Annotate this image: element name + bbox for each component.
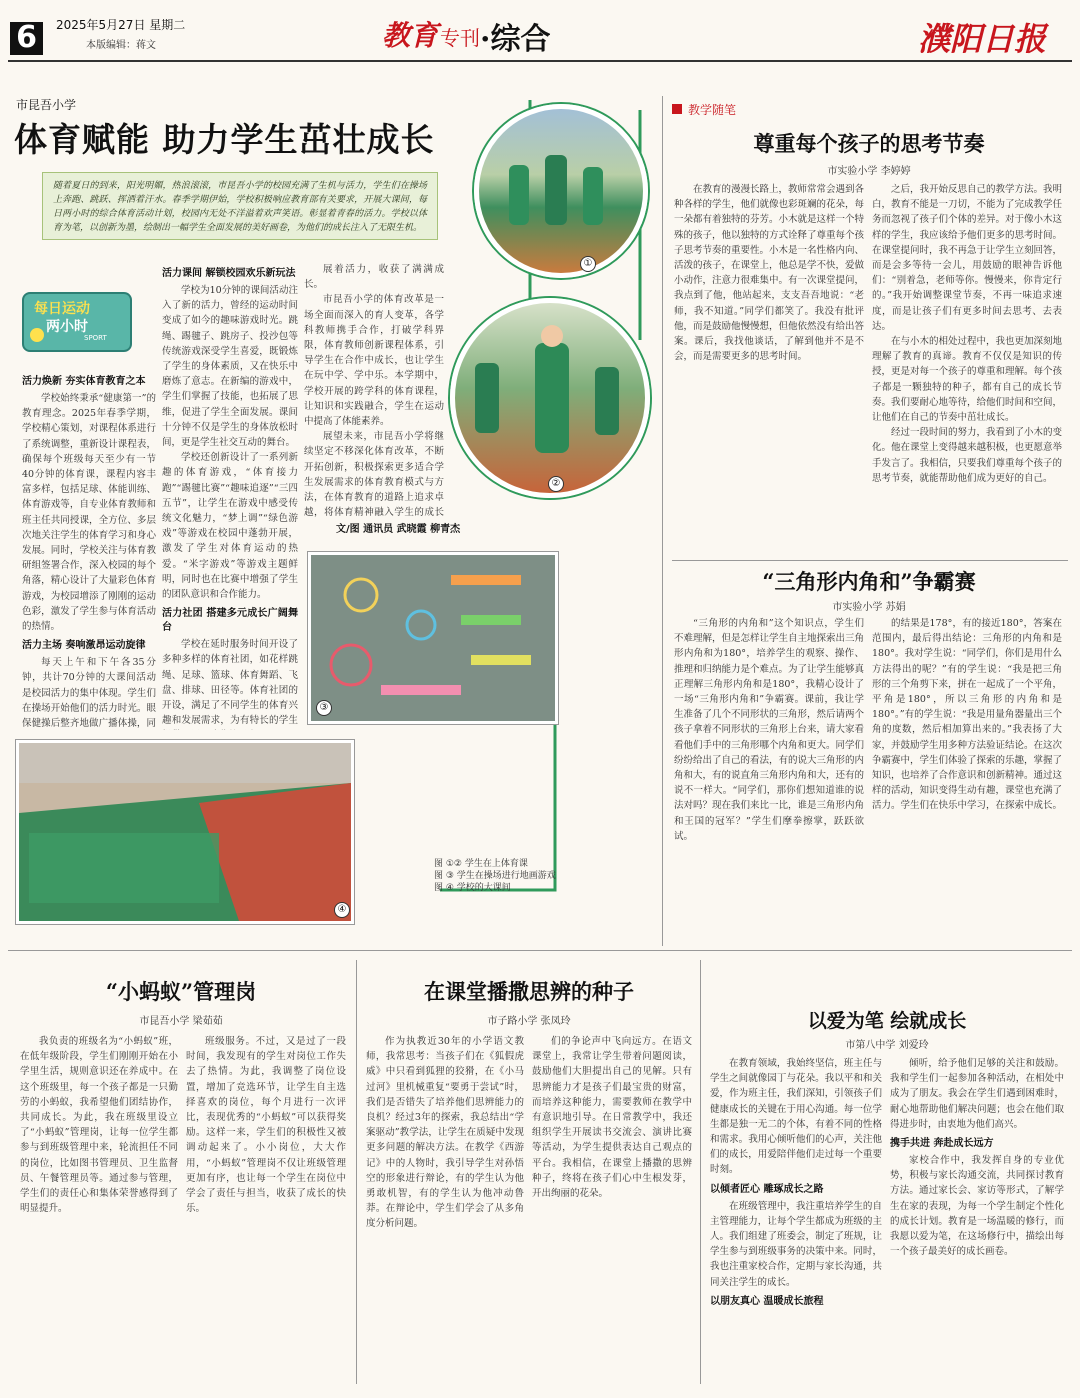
caption-2: 图 ③ 学生在操场进行地画游戏 — [434, 871, 556, 881]
main-col3-p3: 展望未来，市昆吾小学将继续坚定不移深化体育改革，不断开拓创新，积极探索更多适合学生发展需求的体育教育模式与方法，在体育教育的道路上追求卓越，将体育精神融入学生的成长 — [304, 431, 444, 519]
bottom1-col-2 — [186, 1034, 346, 1380]
masthead: 濮阳日报 — [918, 20, 1047, 58]
column-tag: 教学随笔 — [688, 103, 737, 117]
bottom2-title: 在课堂播撒思辨的种子 — [424, 979, 634, 1004]
main-col2-heading: 活力课间 解锁校园欢乐新玩法 — [162, 268, 296, 279]
bottom2-col-2 — [532, 1034, 692, 1380]
right1-title: 尊重每个孩子的思考节奏 — [753, 131, 985, 156]
photo-3 — [308, 552, 558, 724]
right2-col1-text: “三角形的内角和”这个知识点，学生们不难理解，但是怎样让学生自主地探索出三角形内角和为180°，培养学生的观察、操作、推理和归纳能力是个难点。为了让学生能够真正理解三角形内角和是180°，我精心设计了一场“三角形内角和”争霸赛。课前，我让学生准备了几个不同形状的三角形，然后请两个孩子拿着不同形状的三角形上台来，请大家看看他们手中的三角形哪个内角和更大。同学们纷纷给出了自己的看法，有的说大三角形的内角和大，有的说直角三角形内角和大，还有的说不一样大。“同学们，那你们想知道谁的说法对吗？现在我们来比一比，谁是三角形内角和王国的冠军？”学生们摩拳擦掌，跃跃欲试。 — [674, 618, 864, 842]
page-number: 6 — [16, 20, 37, 55]
main-title: 体育赋能 助力学生茁壮成长 — [14, 120, 435, 159]
main-col1-heading2: 活力主场 奏响激昂运动旋律 — [22, 640, 146, 652]
main-col2-p1: 学校为10分钟的课间活动注入了新的活力，曾经的运动时间变成了如今的趣味游戏时光。跳绳、踢毽子、跳房子、投沙包等传统游戏深受学生喜爱，既锻炼了学生的身体素质，又在快乐中磨炼了意志。在新编的游戏中，学生们掌握了技能，也拓展了思维，促进了学生全面发展。课间十分钟不仅是学生的身体放松时间，更是学生社交互动的舞台。 — [162, 285, 298, 449]
header-date: 2025年5月27日 星期二 — [56, 18, 186, 32]
photo-2-number: ② — [548, 476, 564, 492]
photo-4 — [16, 740, 354, 924]
photo-2 — [450, 298, 650, 498]
sport-badge-sport: SPORT — [84, 334, 107, 342]
caption-3: 图 ④ 学校的大课间 — [434, 883, 511, 893]
main-col2-p2: 学校还创新设计了一系列新趣的体育游戏，“体育接力跑”“踢毽比赛”“趣味追逐”“三四五节”，让学生在游戏中感受传统文化魅力，“梦上调”“绿色游戏”等游戏在校园中蓬勃开展，激发了学生对体育运动的热爱。“米字游戏”等游戏主题鲜明，同时也在比赛中增强了学生的团队意识和合作能力。 — [162, 452, 298, 601]
photo-1 — [474, 104, 648, 278]
bottom1-col2-text: 班级服务。不过，又是过了一段时间，我发现有的学生对岗位工作失去了热情。为此，我调整了岗位设置，增加了竞选环节，让学生自主选择喜欢的岗位，每个月进行一次评比，表现优秀的“小蚂蚁”可以获得奖励。这样一来，学生们的积极性又被调动起来了。小小岗位，大大作用，“小蚂蚁”管理岗不仅让班级管理更加有序，也让每一个学生在岗位中学会了责任与担当，收获了成长的快乐。 — [186, 1036, 346, 1215]
column-divider — [662, 96, 663, 946]
right1-col2b-text: 在与小木的相处过程中，我也更加深刻地理解了教育的真谛。教育不仅仅是知识的传授，更是对每一个孩子的尊重和理解。每个孩子都是一颗独特的种子，都有自己的成长节奏。我们要耐心地等待，给他们时间和空间，让他们在自己的节奏中茁壮成长。 — [872, 336, 1062, 424]
photo-captions — [434, 858, 556, 894]
right1-col2c-text: 经过一段时间的努力，我看到了小木的变化。他在课堂上变得越来越积极，也更愿意举手发言了。我相信，只要我们尊重每个孩子的思考节奏，就能帮助他们成为更好的自己。 — [872, 427, 1062, 484]
bottom2-byline: 市子路小学 张凤玲 — [487, 1016, 571, 1027]
sport-badge-line1: 每日运动 — [34, 301, 90, 317]
bottom3-col-2 — [890, 1056, 1064, 1382]
right2-col-1 — [674, 616, 864, 946]
sport-badge-line2: 两小时 — [46, 319, 88, 335]
right1-col2-text: 之后，我开始反思自己的教学方法。我明白，教育不能是一刀切，不能为了完成教学任务而忽视了孩子们个体的差异。对于像小木这样的学生，我应该给予他们更多的思考时间。在课堂提问时，我不再急于让学生立刻回答，而是会多等待一会儿，用鼓励的眼神告诉他们：“别着急，老师等你。慢慢来，你肯定行的。”我开始调整课堂节奏，不再一味追求速度，而是让孩子们有更多时间去思考、去表达。 — [872, 184, 1062, 332]
section-name: ·综合 — [480, 22, 551, 57]
right2-title: “三角形内角和”争霸赛 — [762, 569, 976, 594]
right-divider — [672, 560, 1068, 561]
bottom-divider-2 — [700, 960, 701, 1384]
right1-col1-text: 在教育的漫漫长路上，教师常常会遇到各种各样的学生，他们就像也彩斑斓的花朵，每一朵都有着独特的芬芳。小木就是这样一个特殊的孩子，他以独特的方式诠释了尊重每个孩子思考节奏的重要性。小木是一名性格内向、活泼的孩子，在课堂上，他总是学不快，爱做小动作，注意力很难集中。有一次课堂提问，我点到了他，他站起来，支支吾吾地说：“老师，我不知道。”同学们都笑了。我没有批评他，而是鼓励他慢慢想，但他依然没有给出答案。课后，我找他谈话，了解到他并不是不会，而是需要更多的思考时间。 — [674, 184, 864, 363]
playground-drawing — [19, 743, 351, 921]
right1-col-1 — [674, 182, 864, 558]
caption-1: 图 ①② 学生在上体育课 — [434, 859, 528, 869]
bottom2-col2-text: 们的争论声中飞向远方。在语文课堂上，我常让学生带着问题阅读，鼓励他们大胆提出自己的见解。只有思辨能力才是孩子们最宝贵的财富，而培养这种能力，需要教师在教学中有意识地引导。在日常教学中，我还组织学生开展读书交流会、演讲比赛等活动，为学生提供表达自己观点的平台。我相信，在课堂上播撒的思辨种子，终将在孩子们心中生根发芽，开出绚丽的花朵。 — [532, 1036, 692, 1200]
main-col3-p2: 市昆吾小学的体育改革是一场全面而深入的育人变革，各学科教师携手合作，打破学科界限，体育教师创新课程体系，引导学生在合作中成长，也让学生在玩中学、学中乐。本学期中，学校开展的跨学科的体育课程，让知识和实践融合，学生在运动中提高了体能素养。 — [304, 294, 444, 428]
right2-byline: 市实验小学 苏娟 — [832, 602, 906, 613]
main-col1-heading: 活力焕新 夯实体育教育之本 — [22, 376, 146, 387]
bottom2-col1-text: 作为执教近30年的小学语文教师，我常思考：当孩子们在《狐假虎威》中只看到狐狸的狡猾，在《小马过河》里机械重复“要勇于尝试”时，我们是否错失了培养他们思辨能力的良机？经过3年的探索，我总结出“学案驱动”教学法，让学生在质疑中发现更多问题的解决方法。在教学《西游记》中的人物时，我引导学生对孙悟空的形象进行辩论，有的学生认为他勇敢机智，有的学生认为他冲动鲁莽。在辩论中，学生们学会了从多角度分析问题。 — [366, 1036, 524, 1230]
main-byline: 文/图 通讯员 武晓霞 柳青杰 — [336, 524, 461, 535]
bottom-divider-1 — [356, 960, 357, 1384]
column-tag-marker — [672, 104, 682, 114]
bottom3-title: 以爱为笔 绘就成长 — [807, 1010, 967, 1032]
bottom3-col2b-text: 家校合作中，我发挥自身的专业优势，积极与家长沟通交流，共同探讨教育方法。通过家长会、家访等形式，了解学生在家的表现，为每一个学生制定个性化的成长计划。教育是一场温暖的修行，而我愿以爱为笔，在这场修行中，描绘出每一个孩子最美好的成长画卷。 — [890, 1155, 1064, 1258]
main-col3-p1: 展着活力，收获了满满成长。 — [304, 264, 444, 291]
bottom1-title: “小蚂蚁”管理岗 — [105, 979, 257, 1004]
ground-game-drawing — [311, 555, 555, 721]
bottom3-col-1 — [710, 1056, 882, 1382]
section-brand: 教育 — [382, 19, 439, 52]
main-school: 市昆吾小学 — [16, 98, 77, 112]
main-col1-p1: 学校始终秉承“健康第一”的教育理念。2025年春季学期，学校精心策划，对课程体系进行了系统调整，重新设计课程表，确保每个班级每天至少有一节40分钟的体育课，课程内容丰富多样，包括足球、体能训练、体育游戏等，自专业体育教师和班主任共同授课，全方位、多层次地关注学生的体育学习和身心发展。同时，学校关注与体育教研组签署合作，深入校园的每个角落，精心设计了大量彩色体育游戏，为校园增添了刚刚的运动色彩，激发了学生参与体育活动的热情。 — [22, 393, 156, 633]
bottom1-byline: 市昆吾小学 梁茹茹 — [139, 1016, 223, 1027]
bottom1-col1-text: 我负责的班级名为“小蚂蚁”班，在低年级阶段，学生们刚刚开始在小学里生活，规则意识还在养成中。在这个班级里，每一个孩子都是一只勤劳的小蚂蚁，我希望他们团结协作，共同成长。为此，我在班级里设立了“小蚂蚁”管理岗，让每一位学生都参与到班级管理中来，轮流担任不同的岗位，比如图书管理员、卫生监督员、午餐管理员等。通过参与管理，学生们的责任心和集体荣誉感得到了明显提升。 — [20, 1036, 178, 1215]
bottom3-col2-text: 倾听，给予他们足够的关注和鼓励。我和学生们一起参加各种活动，在相处中成为了朋友。我会在学生们遇到困难时，耐心地帮助他们解决问题；也会在他们取得进步时，由衷地为他们高兴。 — [890, 1058, 1064, 1130]
bottom3-byline: 市第八中学 刘爱玲 — [845, 1040, 929, 1051]
bottom3-sub2: 以朋友真心 温暖成长旅程 — [710, 1295, 824, 1307]
right2-col2-text: 的结果是178°，有的接近180°，答案在范围内，最后得出结论：三角形的内角和是180°。我对学生说：“同学们，你们是用什么方法得出的呢？”有的学生说：“我是把三角形的三个角剪下来，拼在一起成了一个平角，平角是180°，所以三角形的内角和是180°。”有的学生说：“我是用量角器量出三个角的度数，然后相加算出来的。”我表扬了大家，并鼓励学生用多种方法验证结论。在这次争霸赛中，学生们体验了探索的乐趣，掌握了知识，也培养了合作意识和创新精神。通过这样的活动，知识变得生动有趣，课堂也充满了活力。学生们在快乐中学习，在探索中成长。 — [872, 618, 1062, 812]
right1-col-2 — [872, 182, 1062, 558]
bottom3-col1-text: 在教育领域，我始终坚信，班主任与学生之间就像园丁与花朵。我以平和和关爱，作为班主任，我们深知，引领孩子们健康成长的关键在于用心沟通。每一位学生都是独一无二的个体，有着不同的性格和需求。我用心倾听他们的心声，关注他们的成长，用爱陪伴他们走过每一个重要时刻。 — [710, 1058, 882, 1176]
right2-col-2 — [872, 616, 1062, 946]
bottom3-sub1: 以倾者匠心 雕琢成长之路 — [710, 1183, 824, 1195]
header-editor: 本版编辑：蒋文 — [86, 40, 156, 51]
bottom3-sub3: 携手共进 奔赴成长远方 — [890, 1138, 994, 1150]
bottom2-col-1 — [366, 1034, 524, 1380]
photo-3-number: ③ — [316, 700, 332, 716]
photo-4-number: ④ — [334, 902, 350, 918]
bottom1-col-1 — [20, 1034, 178, 1380]
photo-1-number: ① — [580, 256, 596, 272]
section-special: 专刊 — [440, 26, 480, 50]
main-col2-heading2: 活力社团 搭建多元成长广阔舞台 — [162, 608, 298, 634]
main-col2-p3: 学校在延时服务时间开设了多种多样的体育社团，如花样跳绳、足球、篮球、体育舞蹈、飞盘、排球、田径等。体育社团的开设，满足了不同学生的体育兴趣和发展需求，为有特长的学生 — [162, 639, 298, 727]
main-lede-text: 随着夏日的到来，阳光明媚，热浪滚滚，市昆吾小学的校园充满了生机与活力，学生们在操场上奔跑、跳跃、挥洒着汗水。春季学期伊始，学校积极响应教育部有关要求，开展大课间，每日两小时的综合体育活动计划，校园内无处不洋溢着欢声笑语。彰显着青春的活力。学校以体育为笔，以创新为墨，绘制出一幅学生全面发展的美好画卷，为他们的成长注入了无限生机。 — [53, 181, 427, 233]
right1-byline: 市实验小学 李婷婷 — [827, 166, 911, 177]
bottom3-col1b-text: 在班级管理中，我注重培养学生的自主管理能力，让每个学生都成为班级的主人。我们组建了班委会，制定了班规，让学生参与到班级事务的决策中来。同时，我也注重家校合作，定期与家长沟通，共同关注学生的成长。 — [710, 1200, 882, 1288]
main-col1-p2: 每天上午和下午各35分钟，共计70分钟的大课间活动是校园活力的集中体现。学生们在操场开始他们的活力时光。眼保健操后整齐地做广播体操，同 — [22, 657, 156, 730]
bottom-divider — [8, 950, 1072, 951]
